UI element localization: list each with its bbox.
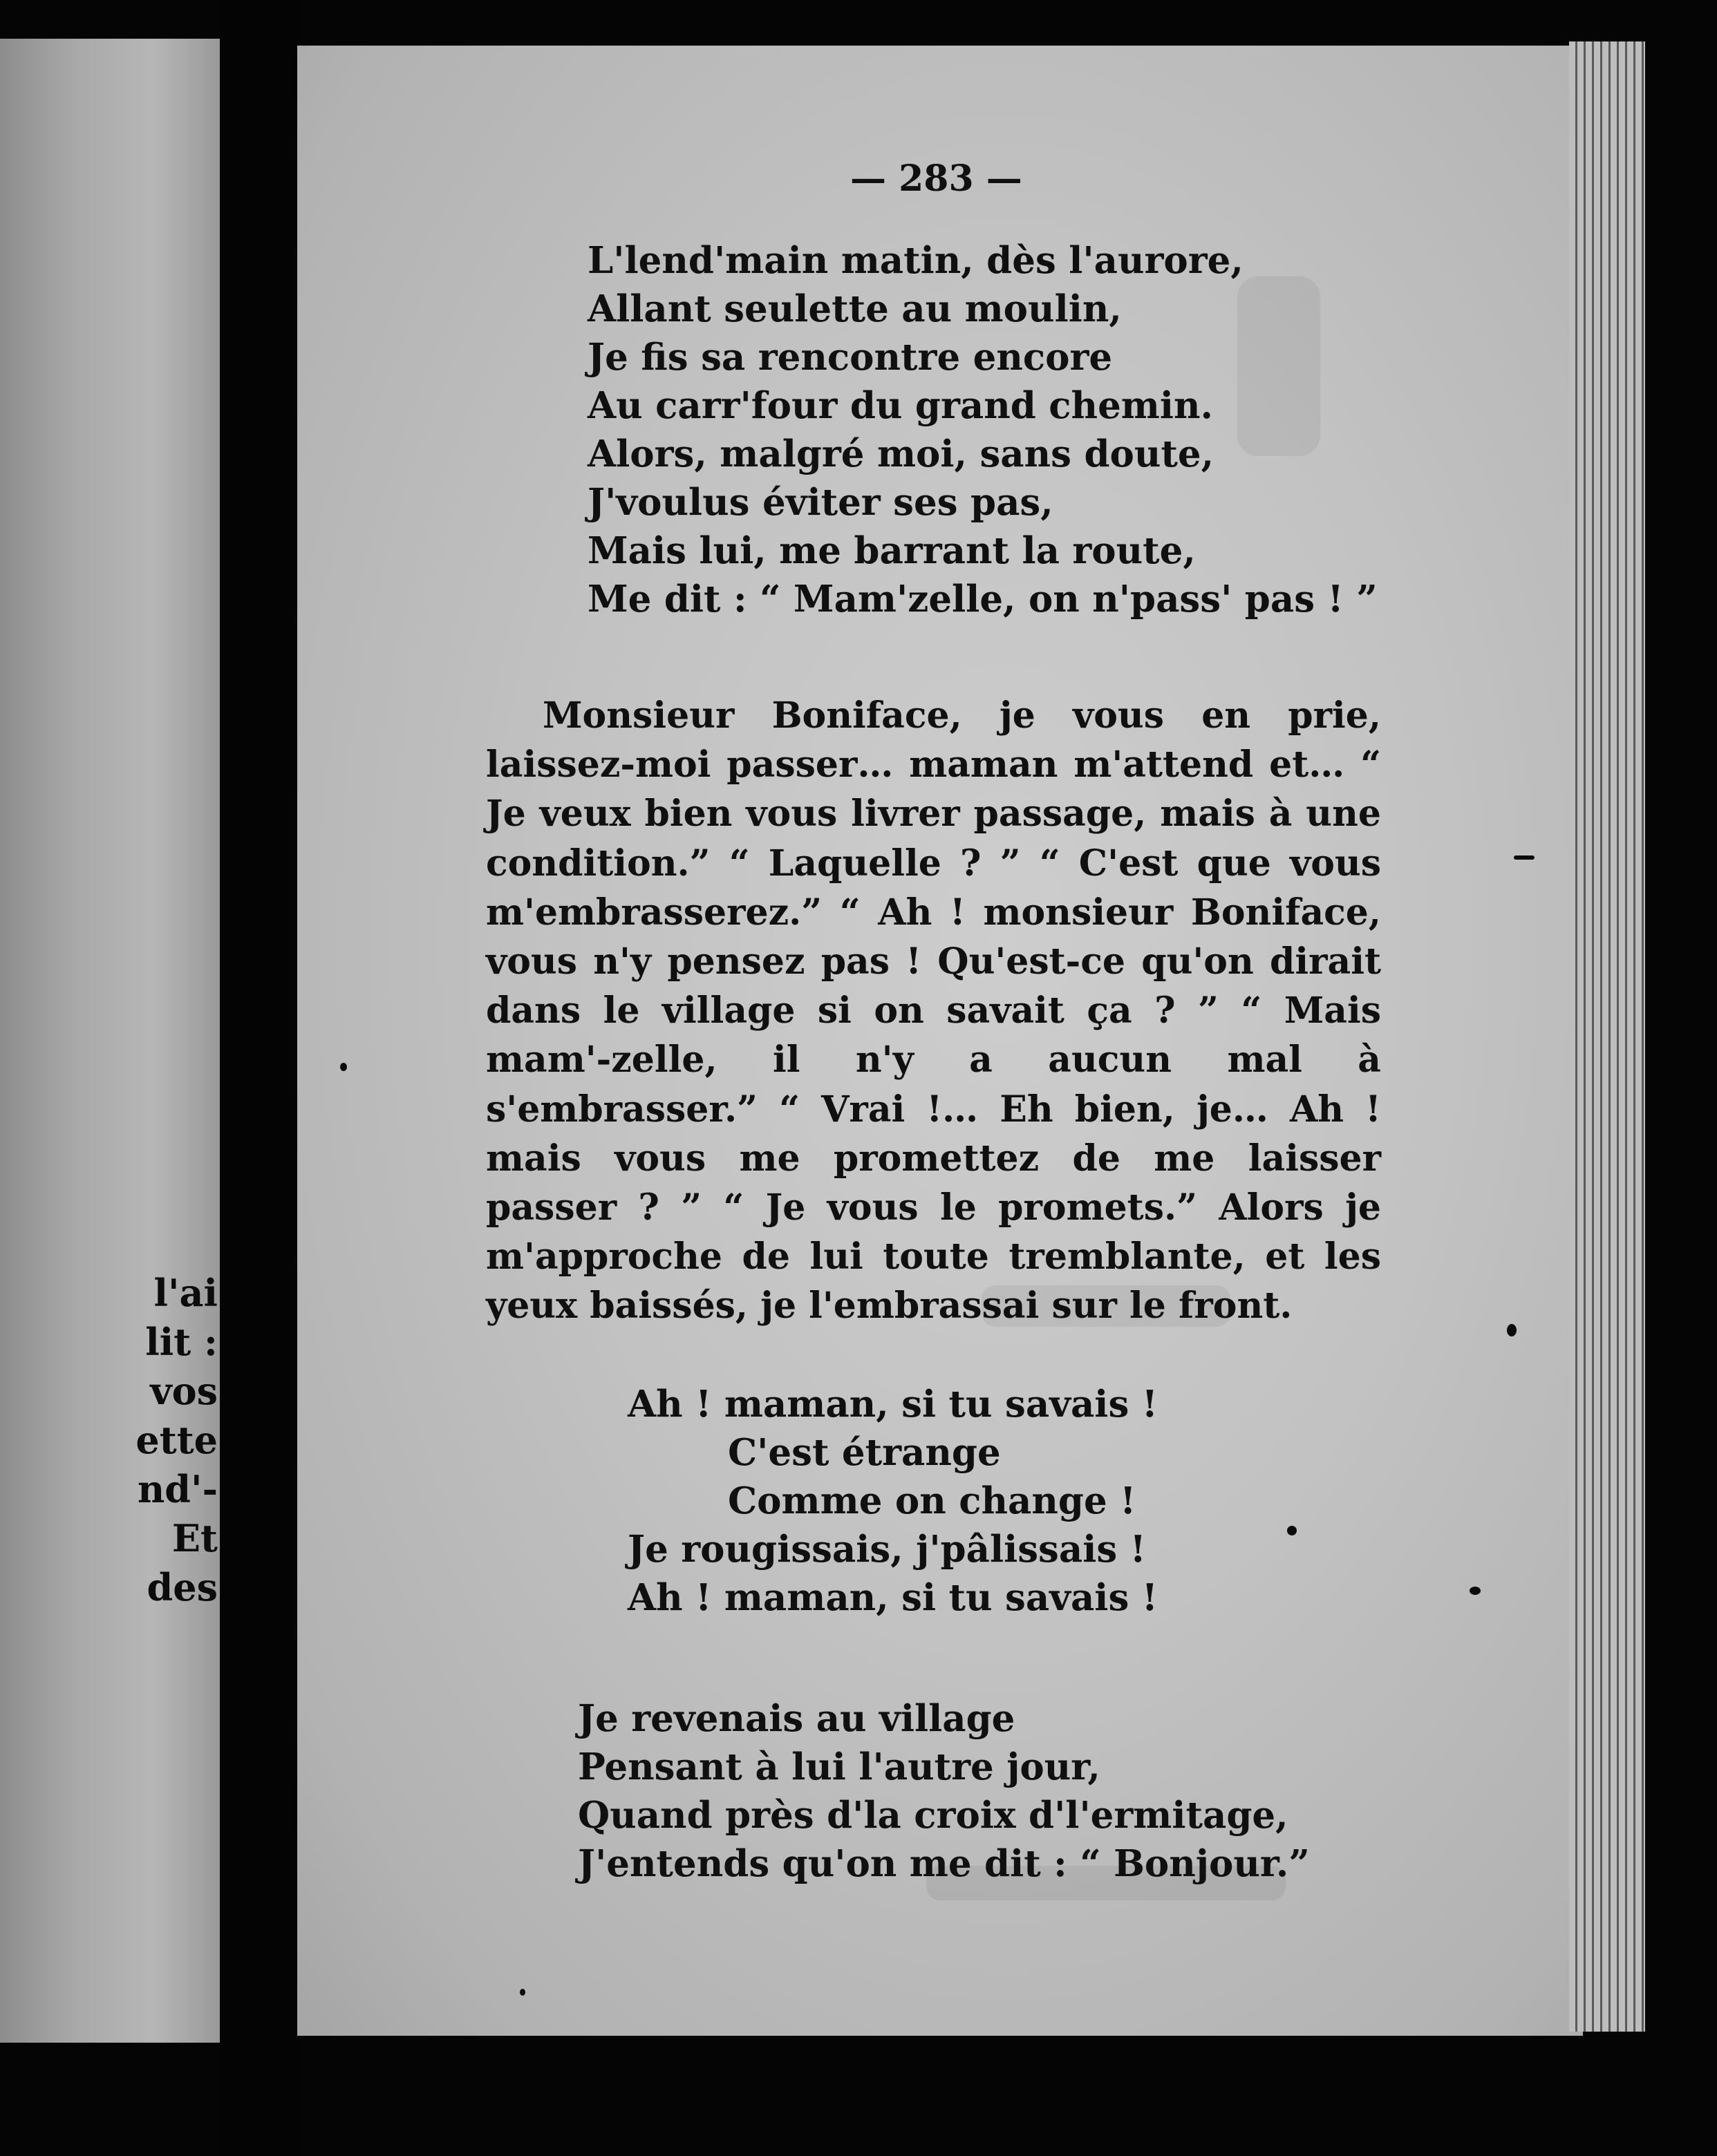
refrain-line: C'est étrange xyxy=(728,1431,1001,1474)
verse-line: Allant seulette au moulin, xyxy=(588,287,1122,330)
facing-fragment: lit : xyxy=(145,1320,218,1364)
verse-line: J'voulus éviter ses pas, xyxy=(588,481,1053,524)
verse-line: Alors, malgré moi, sans doute, xyxy=(588,433,1214,475)
refrain-line: Ah ! maman, si tu savais ! xyxy=(628,1576,1158,1619)
ink-speck xyxy=(1507,1324,1517,1336)
verse-line: Quand près d'la croix d'l'ermitage, xyxy=(578,1794,1288,1837)
refrain-line: Je rougissais, j'pâlissais ! xyxy=(628,1528,1146,1571)
facing-page xyxy=(0,39,220,2043)
refrain-line: Comme on change ! xyxy=(728,1479,1136,1522)
verse-line: Je revenais au village xyxy=(578,1697,1015,1740)
verse-stanza-3 xyxy=(578,1694,1310,1888)
facing-fragment: Et xyxy=(171,1516,218,1560)
ink-speck xyxy=(1287,1526,1297,1535)
ink-speck xyxy=(1470,1587,1481,1595)
verse-line: Je fis sa rencontre encore xyxy=(588,336,1113,379)
page-edges xyxy=(1569,41,1645,2032)
page-number: — 283 — xyxy=(850,158,1022,200)
facing-fragment: vos xyxy=(150,1369,218,1413)
ink-speck xyxy=(340,1063,347,1071)
facing-fragment: ette xyxy=(135,1418,218,1462)
facing-fragment: des xyxy=(147,1565,218,1609)
facing-fragment: nd'- xyxy=(138,1467,218,1511)
ink-speck xyxy=(1514,855,1535,860)
verse-line: J'entends qu'on me dit : “ Bonjour.” xyxy=(578,1842,1310,1885)
verse-line: Au carr'four du grand chemin. xyxy=(588,384,1213,427)
verse-line: Mais lui, me barrant la route, xyxy=(588,529,1196,572)
ink-speck xyxy=(520,1989,525,1996)
refrain-line: Ah ! maman, si tu savais ! xyxy=(628,1383,1158,1426)
verse-line: Pensant à lui l'autre jour, xyxy=(578,1746,1100,1788)
verse-line: L'lend'main matin, dès l'aurore, xyxy=(588,239,1244,282)
verse-line: Me dit : “ Mam'zelle, on n'pass' pas ! ” xyxy=(588,578,1378,621)
prose-paragraph: Monsieur Boniface, je vous en prie, laissez-moi passer… maman m'attend et… “ Je veux bien vous livrer passage, mais à une condition.” “ Laquelle ? ” “ C'est que vous m'embrasserez.” “ Ah ! monsieur Boniface, vous n'y pensez pas ! Qu'est-ce qu'on dirait dans le village si on savait ça ? ” “ Mais mam'-zelle, il n'y a aucun mal à s'embrasser.” “ Vrai !… Eh bien, je… Ah ! mais vous me promettez de me laisser passer ? ” “ Je vous le promets.” Alors je m'approche de lui toute tremblante, et les yeux baissés, je l'embrassai sur le front. xyxy=(486,694,1381,1327)
refrain xyxy=(628,1380,1158,1622)
verse-stanza-1 xyxy=(588,236,1378,623)
facing-page-text xyxy=(104,1269,218,1612)
binding-gutter xyxy=(220,0,297,2156)
facing-fragment: l'ai xyxy=(153,1271,218,1315)
